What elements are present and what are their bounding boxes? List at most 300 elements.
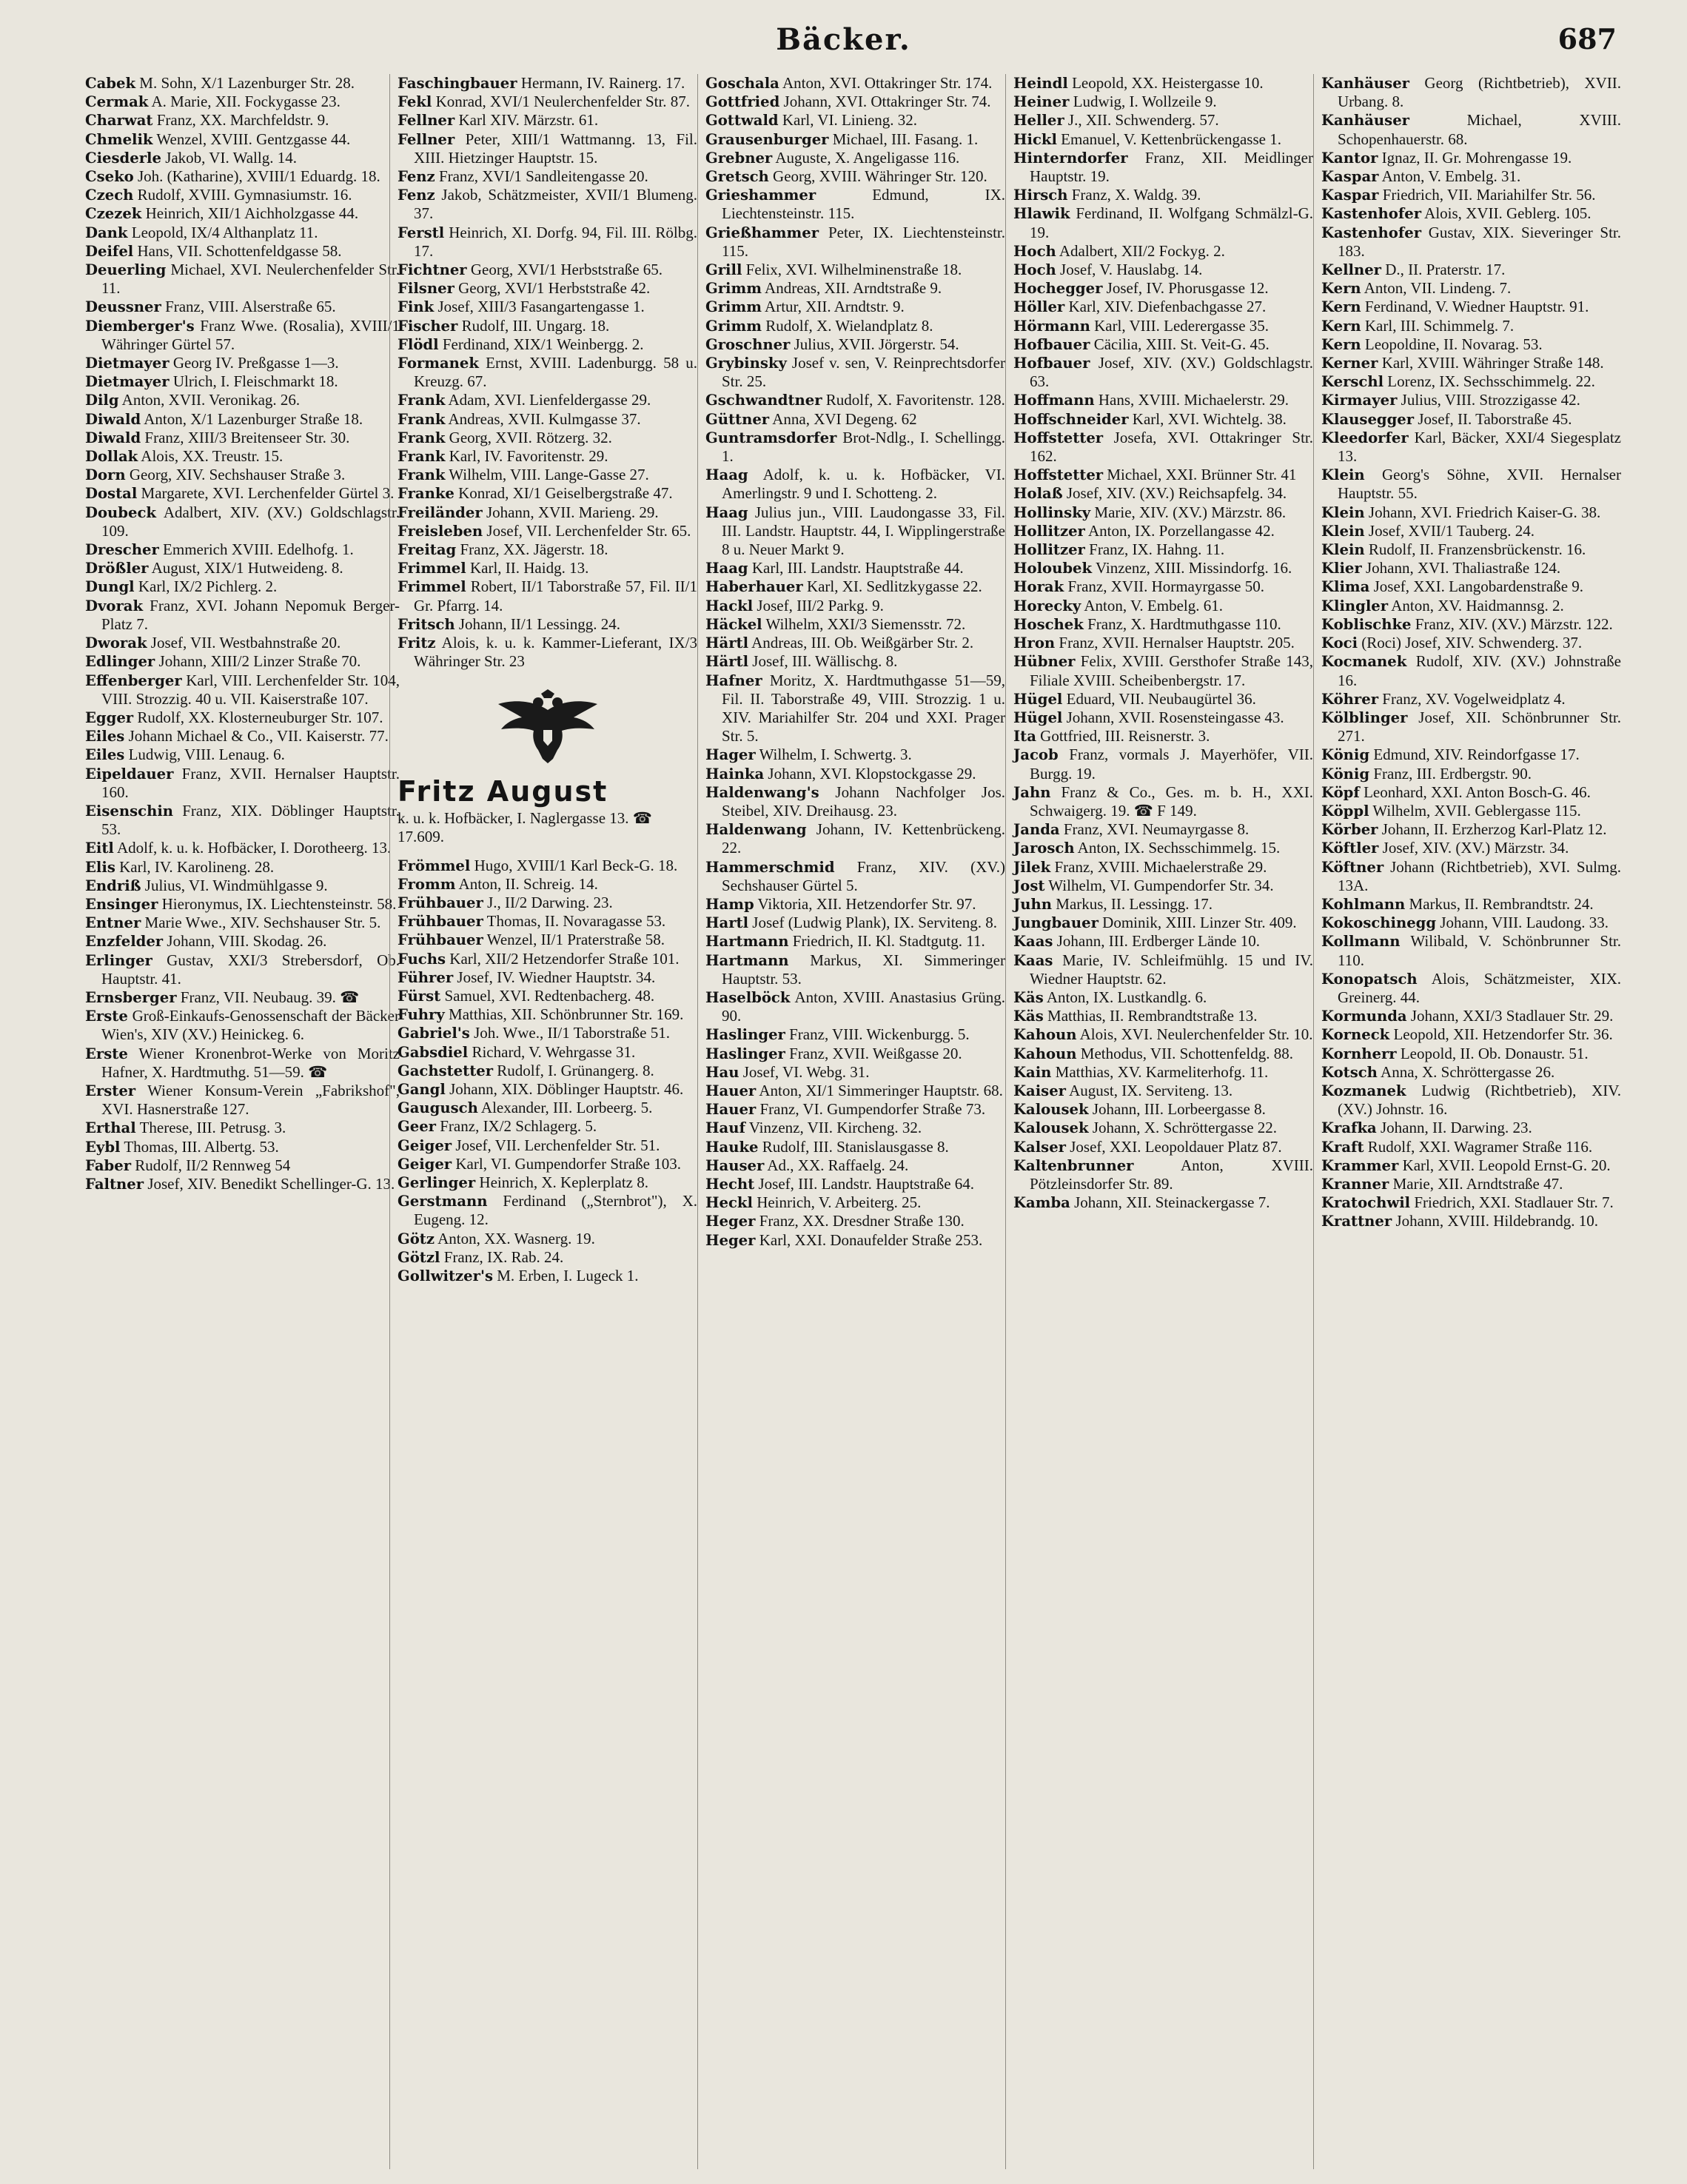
- entry-name: Gollwitzer's: [398, 1267, 493, 1284]
- directory-entry: [1013, 597, 1313, 615]
- entry-name: Kern: [1321, 280, 1361, 298]
- entry-address: Richard, V. Wehrgasse 31.: [468, 1042, 636, 1061]
- directory-entry: [85, 93, 400, 111]
- directory-entry: [1321, 1045, 1621, 1063]
- entry-name: Klein: [1321, 503, 1365, 521]
- entry-name: König: [1321, 746, 1370, 764]
- entry-name: Hecht: [705, 1175, 755, 1193]
- entry-name: Ensinger: [85, 895, 158, 913]
- entry-address: Eduard, VII. Neubaugürtel 36.: [1062, 689, 1256, 708]
- entry-address: Josef, XII. Schönbrunner Str. 271.: [1338, 708, 1621, 746]
- entry-address: Anton, IX. Porzellangasse 42.: [1084, 521, 1275, 540]
- entry-name: Hartmann: [705, 933, 789, 951]
- directory-entry: [1321, 466, 1621, 503]
- entry-address: Vinzenz, XIII. Missindorfg. 16.: [1092, 559, 1292, 577]
- directory-entry: [1013, 1119, 1313, 1137]
- directory-entry: [1013, 820, 1313, 839]
- entry-name: Egger: [85, 709, 134, 726]
- entry-address: Georg, XVIII. Währinger Str. 120.: [768, 167, 987, 186]
- directory-entry: [1013, 1156, 1313, 1193]
- entry-address: Rudolf, XX. Klosterneuburger Str. 107.: [133, 708, 383, 726]
- directory-entry: [398, 484, 697, 503]
- directory-entry: [1013, 951, 1313, 988]
- entry-name: Haslinger: [705, 1045, 785, 1062]
- directory-entry: [705, 149, 1005, 167]
- directory-entry: [85, 111, 400, 130]
- entry-address: Viktoria, XII. Hetzendorfer Str. 97.: [754, 894, 976, 913]
- entry-address: Franz, VIII. Wickenburgg. 5.: [785, 1025, 970, 1044]
- entry-address: Heinrich, X. Keplerplatz 8.: [475, 1173, 648, 1191]
- entry-name: Hauke: [705, 1138, 759, 1156]
- entry-address: Josef, XXI. Leopoldauer Platz 87.: [1066, 1137, 1282, 1156]
- directory-entry: [1321, 839, 1621, 857]
- entry-address: Johann, II/1 Lessingg. 24.: [455, 614, 620, 633]
- entry-name: Frank: [398, 392, 446, 409]
- entry-name: Czezek: [85, 205, 142, 223]
- entry-address: Josef, III. Landstr. Hauptstraße 64.: [754, 1174, 975, 1193]
- directory-entry: [705, 410, 1005, 429]
- entry-name: Körber: [1321, 821, 1378, 839]
- directory-entry: [398, 279, 697, 298]
- entry-name: Erste: [85, 1008, 128, 1025]
- entry-name: Heller: [1013, 112, 1064, 130]
- column-1: [85, 74, 400, 2169]
- directory-entry: [705, 559, 1005, 577]
- entry-address: Wilhelm, XXI/3 Siemensstr. 72.: [762, 614, 966, 633]
- entry-address: Anton, XVIII. Pötzleinsdorfer Str. 89.: [1030, 1156, 1313, 1193]
- entry-address: Jakob, Schätzmeister, XVII/1 Blumeng. 37.: [414, 186, 697, 223]
- entry-address: Johann, XIII/2 Linzer Straße 70.: [155, 652, 361, 671]
- entry-name: Haldenwang: [705, 821, 807, 839]
- directory-entry: [705, 298, 1005, 316]
- directory-entry: [1321, 204, 1621, 223]
- directory-entry: [398, 111, 697, 130]
- entry-name: Drescher: [85, 541, 159, 559]
- entry-name: Grimm: [705, 280, 762, 298]
- directory-entry: [705, 783, 1005, 820]
- entry-name: Enzfelder: [85, 933, 164, 951]
- entry-address: Therese, III. Petrusg. 3.: [135, 1119, 286, 1137]
- entry-name: Hofbauer: [1013, 335, 1090, 353]
- entry-name: Haselböck: [705, 988, 791, 1006]
- directory-entry: [705, 111, 1005, 130]
- entry-name: Kalousek: [1013, 1101, 1089, 1119]
- entry-address: Anton, IX. Lustkandlg. 6.: [1043, 988, 1207, 1006]
- entry-name: Kocmanek: [1321, 653, 1407, 671]
- directory-entry: [1321, 1007, 1621, 1025]
- directory-entry: [1013, 1082, 1313, 1100]
- entry-name: Fellner: [398, 112, 455, 130]
- entry-address: Rudolf, III. Stanislausgasse 8.: [758, 1137, 949, 1156]
- entry-name: Chmelik: [85, 130, 153, 148]
- directory-entry: [398, 857, 697, 875]
- entry-address: Moritz, X. Hardtmuthgasse 51—59, Fil. II. Taborstraße 49, VIII. Strozzig. 1 u. XIV. Mariahilfer Str. 204 und XXI. Prager Str. 5.: [722, 671, 1005, 746]
- directory-entry: [1321, 317, 1621, 335]
- directory-entry: [85, 559, 400, 577]
- directory-entry: [1321, 895, 1621, 914]
- directory-entry: [1013, 615, 1313, 634]
- entry-name: Charwat: [85, 112, 153, 130]
- directory-entry: [1013, 466, 1313, 484]
- entry-address: Rudolf, I. Grünangerg. 8.: [493, 1061, 654, 1079]
- directory-entry: [705, 1063, 1005, 1082]
- entry-name: Kaas: [1013, 933, 1053, 951]
- entry-name: Entner: [85, 914, 141, 932]
- entry-name: Jungbauer: [1013, 914, 1099, 932]
- entry-name: Cseko: [85, 168, 134, 186]
- entry-name: Eisenschin: [85, 802, 174, 820]
- directory-entry: [1321, 1156, 1621, 1175]
- entry-address: Karl, XII/2 Hetzendorfer Straße 101.: [446, 949, 680, 968]
- directory-entry: [85, 130, 400, 149]
- entry-name: Klein: [1321, 466, 1365, 484]
- entry-address: Franz, XIV. (XV.) Sechshauser Gürtel 5.: [722, 857, 1005, 894]
- directory-entry: [85, 298, 400, 316]
- entry-address: Edmund, IX. Liechtensteinstr. 115.: [722, 186, 1005, 223]
- entry-name: Fürst: [398, 987, 441, 1005]
- entry-address: Josefa, XVI. Ottakringer Str. 162.: [1030, 428, 1313, 466]
- directory-entry: [1321, 765, 1621, 783]
- entry-address: Heinrich, XI. Dorfg. 94, Fil. III. Rölbg. 17.: [414, 223, 697, 260]
- entry-name: Frank: [398, 466, 446, 484]
- directory-entry: [1321, 783, 1621, 802]
- entry-name: Kotsch: [1321, 1063, 1378, 1081]
- entry-address: Leopoldine, II. Novarag. 53.: [1361, 335, 1543, 353]
- directory-entry: [705, 615, 1005, 634]
- directory-entry: [85, 895, 400, 914]
- entry-address: August, IX. Serviteng. 13.: [1066, 1081, 1233, 1099]
- entry-name: Haslinger: [705, 1026, 785, 1044]
- entry-address: Ludwig, I. Wollzeile 9.: [1069, 93, 1217, 111]
- entry-address: Julius, XVII. Jörgerstr. 54.: [790, 335, 959, 353]
- entry-name: Geer: [398, 1118, 436, 1136]
- entry-address: Anton, XX. Wasnerg. 19.: [434, 1229, 595, 1247]
- entry-name: Fenz: [398, 168, 435, 186]
- entry-name: Käs: [1013, 988, 1044, 1006]
- entry-address: Johann Michael & Co., VII. Kaiserstr. 77.: [124, 727, 389, 746]
- entry-address: A. Marie, XII. Fockygasse 23.: [148, 93, 341, 111]
- entry-name: Gaugusch: [398, 1099, 478, 1117]
- directory-entry: [85, 372, 400, 391]
- entry-address: Gustav, XXI/3 Strebersdorf, Ob. Hauptstr. 41.: [101, 951, 400, 988]
- entry-name: Frömmel: [398, 857, 471, 874]
- entry-address: Josef, XIV. Benedikt Schellinger-G. 13.: [144, 1174, 395, 1193]
- entry-name: Kern: [1321, 335, 1361, 353]
- directory-entry: [1013, 149, 1313, 186]
- directory-entry: [705, 914, 1005, 932]
- entry-name: Janda: [1013, 821, 1060, 839]
- directory-entry: [398, 1099, 697, 1117]
- entry-address: Ulrich, I. Fleischmarkt 18.: [169, 372, 338, 391]
- entry-address: Friedrich, VII. Mariahilfer Str. 56.: [1378, 186, 1596, 204]
- entry-address: Franz, XIV. (XV.) Märzstr. 122.: [1411, 614, 1613, 633]
- entry-address: Adolf, k. u. k. Hofbäcker, VI. Amerlingstr. 9 und I. Schotteng. 2.: [722, 466, 1005, 503]
- entry-address: Anton, XV. Haidmannsg. 2.: [1388, 596, 1564, 614]
- entry-name: Freitag: [398, 541, 457, 559]
- entry-name: Dorn: [85, 466, 126, 484]
- entry-address: Hans, XVIII. Michaelerstr. 29.: [1094, 391, 1289, 409]
- entry-name: Grebner: [705, 149, 773, 167]
- directory-entry: [398, 1155, 697, 1173]
- directory-entry: [1013, 746, 1313, 783]
- directory-entry: [1321, 503, 1621, 522]
- entry-address: Johann, XVII. Marieng. 29.: [482, 503, 659, 521]
- entry-address: Wiener Konsum-Verein „Fabrikshof", XVI. Hasnerstraße 127.: [101, 1081, 400, 1119]
- entry-name: Kleedorfer: [1321, 429, 1409, 446]
- entry-address: Wiener Kronenbrot-Werke von Moritz Hafner, X. Hardtmuthg. 51—59. ☎: [101, 1044, 400, 1081]
- directory-entry: [705, 261, 1005, 279]
- entry-name: Hamp: [705, 895, 754, 913]
- entry-address: Johann Nachfolger Jos. Steibel, XIV. Dreihausg. 23.: [722, 783, 1005, 820]
- directory-entry: [1013, 1045, 1313, 1063]
- page-header: [0, 19, 1687, 64]
- entry-address: Franz, XV. Vogelweidplatz 4.: [1378, 689, 1566, 708]
- entry-name: Kern: [1321, 298, 1361, 316]
- entry-name: Jahn: [1013, 783, 1051, 801]
- entry-name: Hauer: [705, 1082, 757, 1099]
- entry-address: Karl, VI. Linieng. 32.: [778, 111, 918, 130]
- entry-address: Friedrich, XXI. Stadlauer Str. 7.: [1410, 1193, 1614, 1212]
- entry-name: Heiner: [1013, 93, 1070, 111]
- entry-address: Marie Wwe., XIV. Sechshauser Str. 5.: [141, 914, 381, 932]
- directory-entry: [1321, 149, 1621, 167]
- entry-address: Franz, III. Erdbergstr. 90.: [1369, 764, 1532, 783]
- entry-address: Michael, XVI. Neulerchenfelder Str. 11.: [101, 261, 400, 298]
- directory-entry: [705, 1175, 1005, 1193]
- entry-address: Rudolf, II/2 Rennweg 54: [131, 1156, 291, 1174]
- entry-address: Johann, X. Schröttergasse 22.: [1088, 1119, 1278, 1137]
- entry-name: Dworak: [85, 634, 147, 652]
- entry-name: Kratochwil: [1321, 1194, 1411, 1212]
- directory-entry: [85, 746, 400, 764]
- entry-name: Gerstmann: [398, 1193, 488, 1210]
- entry-address: Thomas, III. Albertg. 53.: [120, 1137, 279, 1156]
- entry-address: Johann, II. Darwing. 23.: [1376, 1119, 1532, 1137]
- column-2: [389, 74, 697, 2169]
- directory-entry: [705, 895, 1005, 914]
- page-number: 687: [1557, 22, 1617, 56]
- entry-name: Groschner: [705, 335, 791, 353]
- directory-entry: [85, 1007, 400, 1044]
- directory-entry: [705, 932, 1005, 951]
- entry-name: Kahoun: [1013, 1026, 1077, 1044]
- directory-entry: [1013, 932, 1313, 951]
- entry-name: Fenz: [398, 187, 435, 204]
- entry-name: Flödl: [398, 335, 439, 353]
- entry-name: Höller: [1013, 298, 1065, 316]
- directory-entry: [398, 1062, 697, 1080]
- column-4: [1005, 74, 1313, 2169]
- entry-address: Anton, XVII. Veronikag. 26.: [118, 391, 301, 409]
- directory-entry: [398, 447, 697, 466]
- directory-entry: [398, 1117, 697, 1136]
- entry-name: Horecky: [1013, 597, 1081, 614]
- directory-entry: [705, 988, 1005, 1025]
- directory-entry: [398, 335, 697, 354]
- entry-address: Karl, XI. Sedlitzkygasse 22.: [802, 577, 982, 596]
- entry-address: Johann, II. Erzherzog Karl-Platz 12.: [1378, 820, 1607, 839]
- entry-name: König: [1321, 765, 1370, 783]
- entry-address: Johann, III. Lorbeergasse 8.: [1088, 1100, 1266, 1119]
- entry-address: Franz, XVII. Hernalser Hauptstr. 160.: [101, 764, 400, 801]
- entry-address: Karl XIV. Märzstr. 61.: [455, 111, 599, 130]
- entry-name: Grill: [705, 261, 742, 279]
- entry-name: Eiles: [85, 746, 125, 764]
- entry-name: Diwald: [85, 429, 141, 446]
- entry-address: Johann, III. Erdberger Lände 10.: [1053, 932, 1260, 951]
- directory-entry: [1321, 1025, 1621, 1044]
- entry-name: Härtl: [705, 653, 749, 671]
- entry-name: Frimmel: [398, 578, 466, 596]
- directory-entry: [1321, 1175, 1621, 1193]
- entry-name: Czech: [85, 187, 134, 204]
- directory-entry: [398, 429, 697, 447]
- entry-name: Hoffmann: [1013, 392, 1095, 409]
- directory-entry: [398, 634, 697, 671]
- directory-entry: [1321, 354, 1621, 372]
- entry-name: Fromm: [398, 875, 456, 893]
- entry-address: Franz, XVII. Hernalser Hauptstr. 205.: [1055, 634, 1295, 652]
- entry-name: Häckel: [705, 615, 762, 633]
- directory-entry: [1321, 615, 1621, 634]
- entry-address: D., II. Praterstr. 17.: [1381, 261, 1506, 279]
- directory-entry: [85, 242, 400, 261]
- directory-entry: [705, 93, 1005, 111]
- entry-name: Fritsch: [398, 615, 455, 633]
- entry-name: Kaltenbrunner: [1013, 1156, 1134, 1174]
- entry-name: Haberhauer: [705, 578, 803, 596]
- directory-entry: [1321, 932, 1621, 969]
- entry-address: Alois, XX. Treustr. 15.: [138, 447, 284, 466]
- directory-entry: [1321, 279, 1621, 298]
- entry-name: Haag: [705, 560, 748, 577]
- directory-entry: [1013, 839, 1313, 857]
- directory-entry: [398, 540, 697, 559]
- directory-entry: [398, 1192, 697, 1229]
- entry-name: Eybl: [85, 1138, 121, 1156]
- entry-address: Johann, XXI/3 Stadlauer Str. 29.: [1406, 1007, 1614, 1025]
- entry-name: Hügel: [1013, 709, 1063, 726]
- entry-address: Johann, XVIII. Hildebrandg. 10.: [1392, 1212, 1598, 1230]
- directory-entry: [398, 130, 697, 167]
- directory-entry: [1321, 746, 1621, 764]
- entry-name: Kranner: [1321, 1175, 1389, 1193]
- entry-name: Dietmayer: [85, 373, 170, 391]
- entry-name: Kaiser: [1013, 1082, 1066, 1099]
- directory-entry: [705, 391, 1005, 409]
- featured-entry-name: Fritz August: [398, 774, 608, 808]
- entry-address: Auguste, X. Angeligasse 116.: [772, 148, 960, 167]
- entry-address: Ferdinand, II. Wolfgang Schmälzl-G. 19.: [1030, 204, 1313, 241]
- entry-address: Konrad, XI/1 Geiselbergstraße 47.: [454, 484, 673, 503]
- entry-name: Dank: [85, 224, 128, 241]
- directory-entry: [398, 577, 697, 614]
- entry-name: Käs: [1013, 1008, 1044, 1025]
- entry-address: Georg's Söhne, XVII. Hernalser Hauptstr. 55.: [1338, 466, 1621, 503]
- entry-address: Ignaz, II. Gr. Mohrengasse 19.: [1378, 148, 1572, 167]
- directory-entry: [705, 1193, 1005, 1212]
- directory-entry: [398, 912, 697, 931]
- directory-entry: [1321, 690, 1621, 709]
- entry-address: Karl, III. Schimmelg. 7.: [1361, 316, 1515, 335]
- directory-entry: [1013, 727, 1313, 746]
- entry-address: Johann, XVI. Ottakringer Str. 74.: [779, 93, 991, 111]
- entry-name: Jost: [1013, 877, 1045, 894]
- directory-entry: [85, 540, 400, 559]
- entry-name: Kerschl: [1321, 373, 1384, 391]
- directory-entry: [398, 968, 697, 987]
- directory-entry: [1013, 914, 1313, 932]
- entry-address: Ferdinand („Sternbrot"), X. Eugeng. 12.: [414, 1192, 697, 1229]
- entry-address: J., II/2 Darwing. 23.: [483, 893, 613, 911]
- directory-entry: [1013, 1193, 1313, 1212]
- entry-name: Kamba: [1013, 1194, 1070, 1212]
- entry-name: Edlinger: [85, 653, 155, 671]
- directory-entry: [398, 317, 697, 335]
- directory-entry: [1321, 111, 1621, 148]
- directory-entry: [85, 447, 400, 466]
- entry-name: Haldenwang's: [705, 783, 819, 801]
- directory-entry: [705, 1138, 1005, 1156]
- entry-address: Wenzel, XVIII. Gentzgasse 44.: [152, 130, 351, 148]
- directory-entry: [398, 894, 697, 912]
- entry-name: Gottfried: [705, 93, 780, 111]
- entry-address: Johann, XVI. Thaliastraße 124.: [1361, 559, 1561, 577]
- entry-name: Kaspar: [1321, 168, 1379, 186]
- directory-entry: [705, 1045, 1005, 1063]
- entry-name: Hlawik: [1013, 205, 1070, 223]
- entry-name: Kain: [1013, 1063, 1052, 1081]
- entry-name: Kanhäuser: [1321, 112, 1409, 130]
- entry-name: Härtl: [705, 634, 749, 652]
- entry-name: Frank: [398, 410, 446, 428]
- directory-entry: [85, 597, 400, 634]
- directory-entry: [1321, 372, 1621, 391]
- entry-name: Jarosch: [1013, 840, 1075, 857]
- entry-address: Alois, XVII. Geblerg. 105.: [1421, 204, 1592, 223]
- entry-address: Leopold, IX/4 Althanplatz 11.: [127, 223, 318, 241]
- entry-address: Josef, XIII/3 Fasangartengasse 1.: [434, 298, 645, 316]
- directory-entry: [398, 1005, 697, 1024]
- entry-name: Gangl: [398, 1080, 446, 1098]
- directory-entry: [1013, 354, 1313, 391]
- entry-name: Fink: [398, 298, 435, 316]
- entry-address: Rudolf, X. Favoritenstr. 128.: [822, 391, 1005, 409]
- entry-address: Margarete, XVI. Lerchenfelder Gürtel 3.: [137, 484, 395, 503]
- directory-entry: [398, 1248, 697, 1267]
- entry-address: Ferdinand, V. Wiedner Hauptstr. 91.: [1361, 298, 1589, 316]
- entry-name: Götzl: [398, 1248, 440, 1266]
- entry-address: Marie, IV. Schleifmühlg. 15 und IV. Wiedner Hauptstr. 62.: [1030, 951, 1313, 988]
- directory-entry: [705, 1119, 1005, 1137]
- directory-entry: [398, 559, 697, 577]
- entry-name: Hartl: [705, 914, 749, 932]
- directory-entry: [85, 914, 400, 932]
- entry-name: Kraft: [1321, 1138, 1364, 1156]
- entry-name: Hübner: [1013, 653, 1076, 671]
- entry-address: Heinrich, V. Arbeiterg. 25.: [752, 1193, 922, 1212]
- directory-entry: [398, 391, 697, 409]
- entry-name: Kormunda: [1321, 1008, 1407, 1025]
- entry-address: Julius, VIII. Strozzigasse 42.: [1397, 391, 1580, 409]
- entry-name: Hauser: [705, 1156, 765, 1174]
- entry-address: Ludwig, VIII. Lenaug. 6.: [124, 746, 285, 764]
- entry-name: Frank: [398, 429, 446, 446]
- entry-address: Andreas, III. Ob. Weißgärber Str. 2.: [748, 634, 974, 652]
- directory-entry: [85, 261, 400, 298]
- directory-entry: [85, 410, 400, 429]
- entry-address: Karl, VIII. Lerchenfelder Str. 104, VIII. Strozzig. 40 u. VII. Kaiserstraße 107.: [101, 671, 400, 708]
